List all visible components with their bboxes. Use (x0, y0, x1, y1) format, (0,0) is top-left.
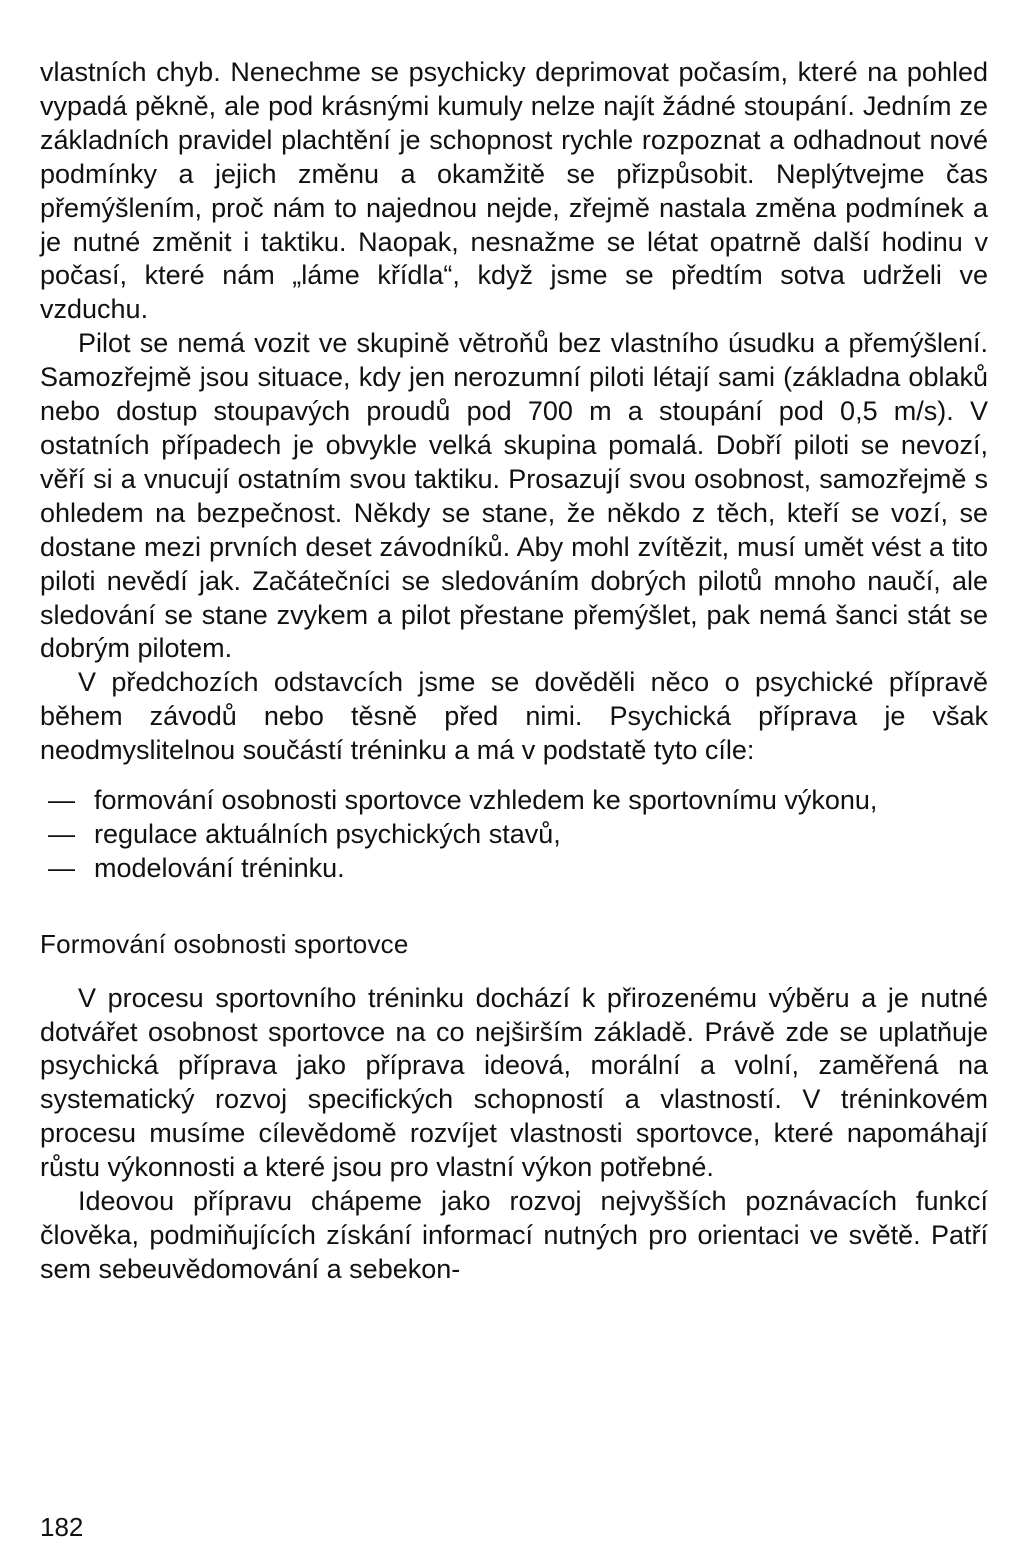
paragraph-3: V předchozích odstavcích jsme se dověděli něco o psychické přípravě během závodů nebo těsně před nimi. Psychická příprava je však neodmyslitelnou součástí tréninku a má v podstatě tyto cíle: (40, 667, 988, 766)
list-item (40, 852, 988, 886)
paragraph-5: Ideovou přípravu chápeme jako rozvoj nejvyšších poznávacích funkcí člověka, podmiňujících získání informací nutných pro orientaci ve světě. Patří sem sebeuvědomování a sebekon- (40, 1186, 988, 1284)
paragraph-4: V procesu sportovního tréninku dochází k přirozenému výběru a je nutné dotvářet osobnost sportovce na co nejširším základě. Právě zde se uplatňuje psychická příprava jako příprava ideová, morální a volní, zaměřená na systematický rozvoj specifických schopností a vlastností. V tréninkovém procesu musíme cílevědomě rozvíjet vlastnosti sportovce, které napomáhají růstu výkonnosti a které jsou pro vlastní výkon potřebné. (40, 982, 988, 1183)
list-item (40, 818, 988, 852)
list-item-text: regulace aktuálních psychických stavů, (94, 818, 561, 849)
page-number: 182 (40, 1512, 84, 1542)
paragraph-1: vlastních chyb. Nenechme se psychicky deprimovat počasím, které na pohled vypadá pěkně, ale pod krásnými kumuly nelze najít žádné stoupání. Jedním ze základních pravidel plachtění je schopnost rychle rozpoznat a odhadnout nové podmínky a jejich změnu a okamžitě se přizpůsobit. Neplýtvejme čas přemýšlením, proč nám to najednou nejde, zřejmě nastala změna podmínek a je nutné změnit i taktiku. Naopak, nesnažme se létat opatrně další hodinu v počasí, které nám „láme křídla“, když jsme se předtím sotva udrželi ve vzduchu. (40, 57, 988, 325)
paragraph-2: Pilot se nemá vozit ve skupině větroňů bez vlastního úsudku a přemýšlení. Samozřejmě jsou situace, kdy jen nerozumní piloti létají sami (základna oblaků nebo dostup stoupavých proudů pod 700 m a stoupání pod 0,5 m/s). V ostatních případech je obvykle velká skupina pomalá. Dobří piloti se nevozí, věří si a vnucují ostatním svou taktiku. Prosazují svou osobnost, samozřejmě s ohledem na bezpečnost. Někdy se stane, že někdo z těch, kteří se vozí, se dostane mezi prvních deset závodníků. Aby mohl zvítězit, musí umět vést a tito piloti nevědí jak. Začátečníci se sledováním dobrých pilotů mnoho naučí, ale sledování se stane zvykem a pilot přestane přemýšlet, pak nemá šanci stát se dobrým pilotem. (40, 328, 988, 664)
list-item-text: modelování tréninku. (94, 852, 345, 883)
dash-bullet: — (48, 852, 75, 883)
book-page (40, 56, 988, 1287)
list-item-text: formování osobnosti sportovce vzhledem ke sportovnímu výkonu, (94, 785, 878, 816)
dash-bullet: — (48, 818, 75, 849)
list-item (40, 784, 988, 818)
goals-list (40, 784, 988, 886)
dash-bullet: — (48, 785, 75, 816)
section-heading: Formování osobnosti sportovce (40, 928, 409, 959)
